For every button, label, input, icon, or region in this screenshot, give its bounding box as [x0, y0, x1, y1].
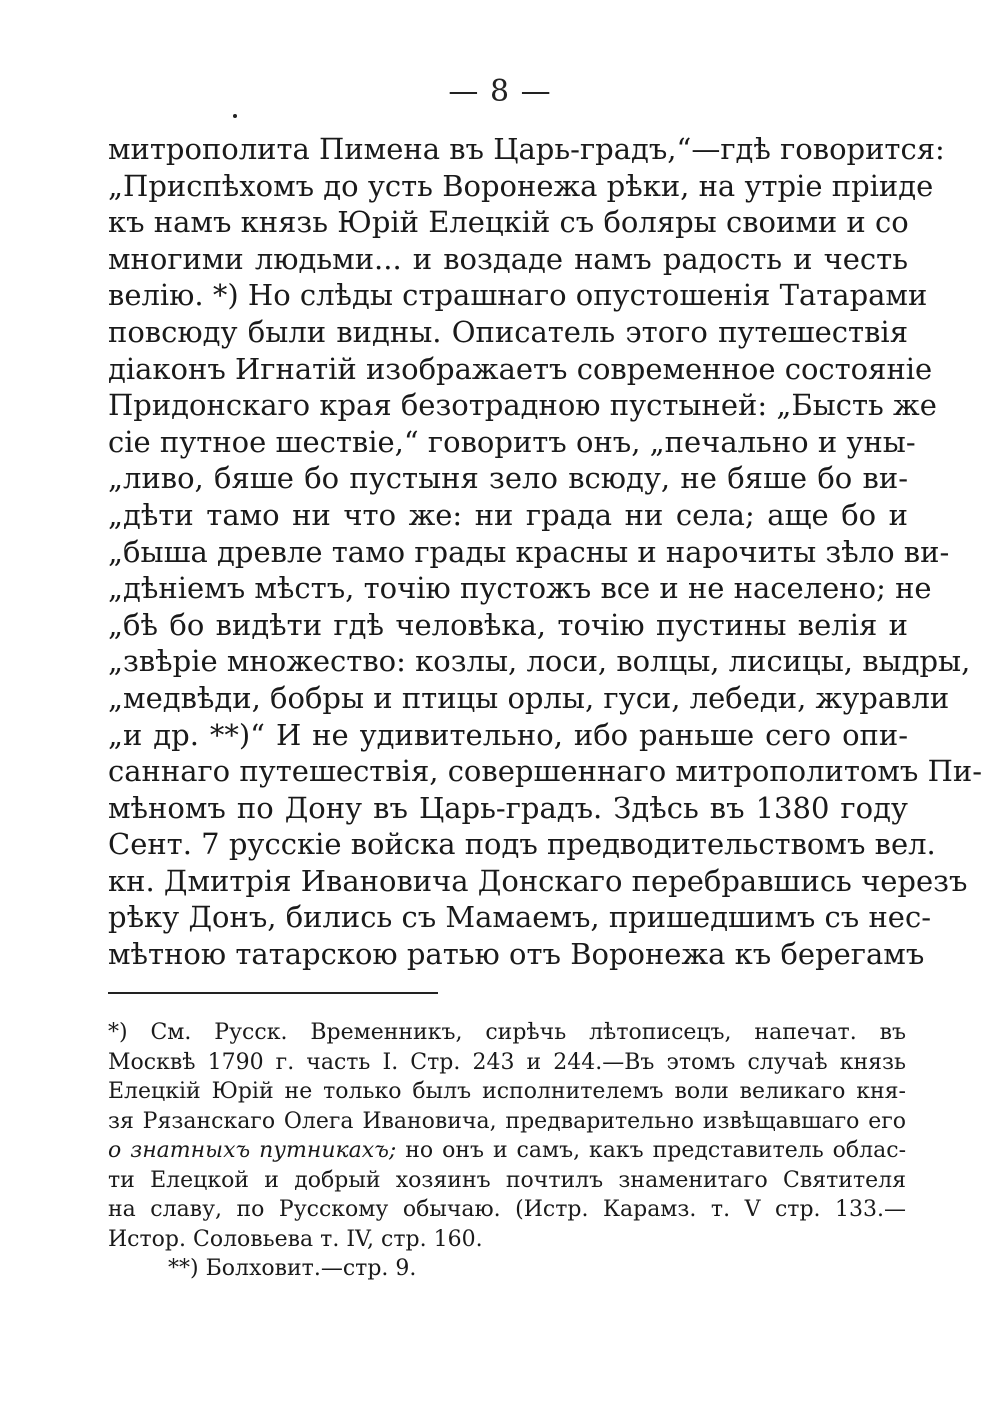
text-line: сіе путное шествіе,“ говоритъ онъ, „печально и уны- — [108, 424, 916, 459]
footnote-line-rest: но онъ и самъ, какъ представитель облас- — [396, 1138, 906, 1163]
stray-mark — [233, 114, 237, 118]
text-line: „дѣти тамо ни что же: ни града ни села; аще бо и — [108, 497, 908, 532]
footnote-line: зя Рязанскаго Олега Ивановича, предварительно извѣщавшаго его — [108, 1108, 906, 1134]
text-line: многими людьми... и воздаде намъ радость и честь — [108, 241, 908, 276]
text-line: Сент. 7 русскіе войска подъ предводительствомъ вел. — [108, 827, 936, 862]
text-line: „Приспѣхомъ до усть Воронежа рѣки, на утріе пріиде — [108, 168, 934, 203]
text-line: діаконъ Игнатій изображаетъ современное состояніе — [108, 351, 933, 386]
text-line: „ливо, бяше бо пустыня зело всюду, не бяше бо ви- — [108, 461, 908, 496]
main-text — [108, 131, 983, 973]
footnote-line: Истор. Соловьева т. IV, стр. 160. — [108, 1226, 483, 1252]
italic-phrase: о знатныхъ путникахъ; — [108, 1138, 397, 1163]
footnote-second: **) Болховит.—стр. 9. — [168, 1256, 417, 1281]
footnote-line — [108, 1136, 906, 1166]
text-line: „звѣріе множество: козлы, лоси, волцы, лисицы, выдры, — [108, 644, 971, 679]
footnote-line: Москвѣ 1790 г. часть I. Стр. 243 и 244.—Въ этомъ случаѣ князь — [108, 1049, 906, 1075]
text-line: Придонскаго края безотрадною пустыней: „Бысть же — [108, 388, 937, 423]
footnotes — [108, 1018, 906, 1284]
text-line: мѣномъ по Дону въ Царь-градъ. Здѣсь въ 1380 году — [108, 790, 908, 825]
footnote-line: на славу, по Русскому обычаю. (Истр. Карамз. т. V стр. 133.— — [108, 1197, 906, 1222]
text-line: мѣтною татарскою ратью отъ Воронежа къ берегамъ — [108, 937, 925, 972]
text-line: „медвѣди, бобры и птицы орлы, гуси, лебеди, журавли — [108, 680, 950, 715]
footnote-line: ти Елецкой и добрый хозяинъ почтилъ знаменитаго Святителя — [108, 1167, 906, 1193]
text-line: рѣку Донъ, бились съ Мамаемъ, пришедшимъ съ нес- — [108, 900, 932, 935]
text-line: „и др. **)“ И не удивительно, ибо раньше сего опи- — [108, 717, 908, 752]
text-line: къ намъ князь Юрій Елецкій съ боляры своими и со — [108, 205, 909, 240]
text-line: саннаго путешествія, совершеннаго митрополитомъ Пи- — [108, 754, 983, 789]
footnote-divider — [108, 992, 438, 994]
footnote-line: Елецкій Юрій не только былъ исполнителемъ воли великаго кня- — [108, 1079, 906, 1104]
text-line: велію. *) Но слѣды страшнаго опустошенія Татарами — [108, 278, 928, 313]
text-line: кн. Дмитрія Ивановича Донскаго перебравшись черезъ — [108, 863, 968, 898]
text-line: повсюду были видны. Описатель этого путешествія — [108, 314, 908, 349]
text-line: „бѣ бо видѣти гдѣ человѣка, точію пустины велія и — [108, 607, 908, 642]
text-line: митрополита Пимена въ Царь-градъ,“—гдѣ говорится: — [108, 132, 945, 166]
text-line: „быша древле тамо грады красны и нарочиты зѣло ви- — [108, 534, 950, 569]
footnote-line: *) См. Русск. Временникъ, сирѣчь лѣтописецъ, напечат. въ — [108, 1020, 906, 1045]
text-line: „дѣніемъ мѣстъ, точію пустожъ все и не населено; не — [108, 571, 932, 606]
page-number: — 8 — — [448, 74, 552, 109]
